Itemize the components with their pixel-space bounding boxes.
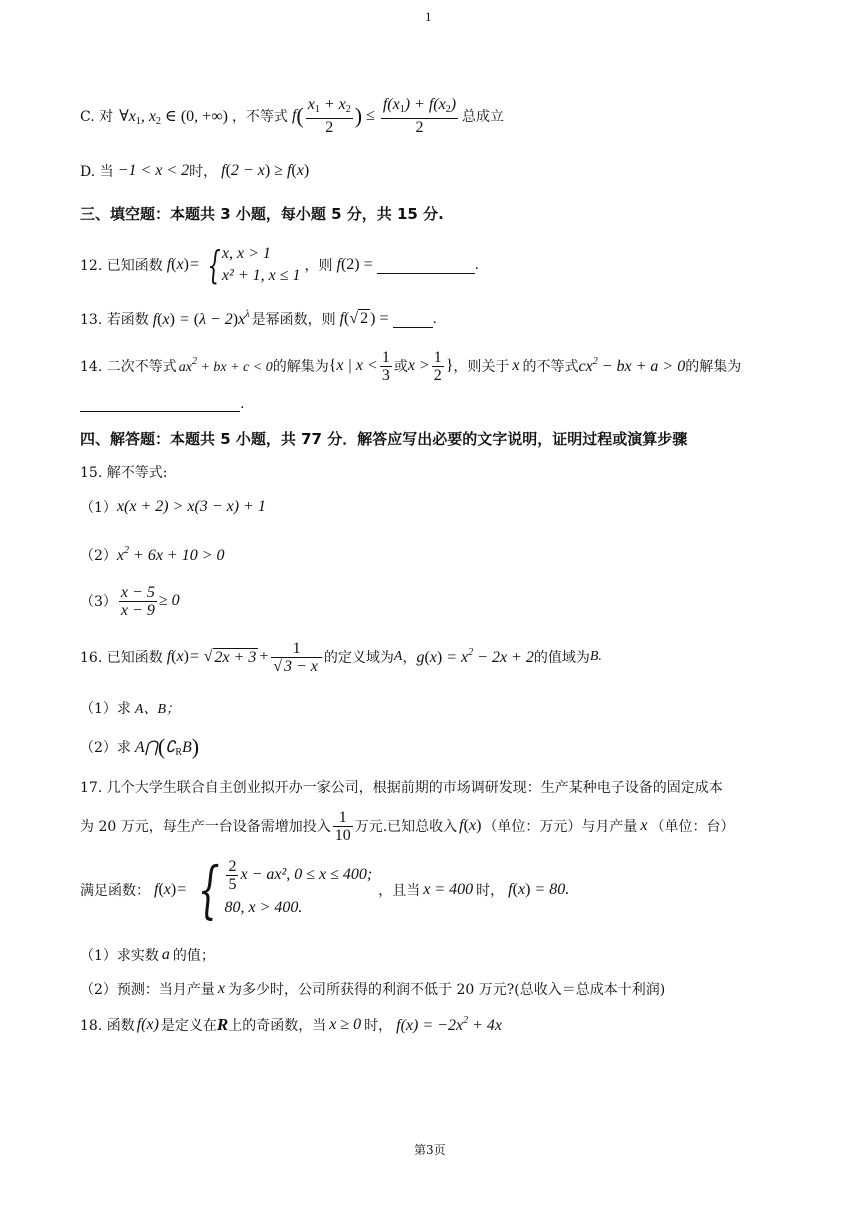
q17-line-2c: （单位：万元）与月产量 [483,819,638,835]
q14-tail: 的解集为 [685,359,742,375]
q13-expr: f(√ 2 ) = [339,310,389,327]
option-d-inequality: f(2 − x) ≥ f(x) [221,162,310,179]
q17-var-x: x [217,980,226,997]
q14-inequality: $ax^2$ + bx + c < 0 [178,356,273,375]
q17-function: f ( x ) = { $\frac{2}{5}$ x − ax², 0 ≤ x ≤ 400; 80, x > 400. [154,853,373,926]
q15-label: 15. 解不等式: [80,465,168,481]
q16-part-1-sets: A、B； [134,702,181,717]
q17-fraction: $\frac{1}{10}$ [334,808,351,844]
question-16 [80,634,602,680]
q16-set-a: A [393,649,403,664]
q13-answer-blank[interactable] [393,311,433,328]
q17-x: x [640,817,648,834]
q17-var-a: a [161,946,170,963]
q14-answer-blank[interactable] [80,395,240,412]
q17-part-2 [80,979,665,999]
q17-line-3a: 满足函数： [80,883,150,899]
option-c-quantifier: $\forall x_1$, $x_2$ ∈ (0, +∞) [119,107,228,127]
q18-condition: x ≥ 0 [329,1016,362,1033]
q13-function: $f(x) = (\lambda - 2)x^\lambda$ [152,309,250,328]
section-4-heading: 四、解答题：本题共 5 小题，共 77 分．解答应写出必要的文字说明，证明过程或演算步骤 [80,430,688,448]
question-12 [80,242,479,288]
q17-line-3c: 时， [476,883,505,899]
q14-or: 或 [393,359,408,375]
q16-comma: ， [402,650,417,666]
q18-label: 18. 函数 [80,1018,135,1034]
page-footer: 第3页 [414,1143,446,1157]
q15-part-1-math: x(x + 2) > x(3 − x) + 1 [116,498,266,515]
q16-part-2 [80,734,199,760]
q12-function: f ( x ) = { x, x > 1 x² + 1, x ≤ 1 [166,243,301,287]
q15-part-3-math: $\frac{x - 5}{x - 9}$ ≥ 0 [120,583,180,619]
q14-var: x [512,357,520,374]
q16-mid: 的定义域为 [323,650,394,666]
q14-mid2: ，则关于 [453,359,510,375]
q17-part-1a: （1）求实数 [80,948,159,964]
option-d-condition: −1 < x < 2 [117,162,190,179]
q14-solution-set: { x | x < $\frac{1}{3}$ [328,348,390,384]
question-14 [80,345,741,387]
q16-set-b: B. [589,649,602,664]
q18-mid2: 上的奇函数，当 [228,1018,327,1034]
option-c-inequality: f ( $\frac{x_1 + x_2}{2}$ ) ≤ $\frac{f(x_1) + f(x_2)}{2}$ [291,96,457,136]
q13-label: 13. 若函数 [80,312,149,328]
q16-function-g: $g(x) = x^2 - 2x + 2$ [416,647,534,666]
q17-line-2 [80,805,735,847]
page-number-top: 1 [425,9,432,24]
option-c-mid: ，不等式 [231,109,288,125]
q17-part-2a: （2）预测：当月产量 [80,982,215,998]
q17-part-1 [80,945,215,965]
q18-fx: f(x) [136,1016,159,1033]
option-c-label: C. 对 [80,109,114,125]
q16-label: 16. 已知函数 [80,650,163,666]
q13-period: . [432,311,437,327]
option-c [80,92,504,140]
q17-fx: f(x) [459,817,482,834]
q18-set-r: R [216,1015,229,1034]
q12-label: 12. 已知函数 [80,258,163,274]
q14-target-inequality: $cx^2$ − bx + a > 0 [578,356,686,375]
q16-function-f: f ( x ) = √ 2x + 3 + $\frac{1}{√ 3 - x}$ [167,640,324,675]
q15-part-1-label: （1） [80,500,117,516]
q18-mid3: 时， [364,1018,393,1034]
q17-part-2b: 为多少时，公司所获得的利润不低于 20 万元?(总收入＝总成本十利润) [228,982,666,998]
q17-line-2d: （单位：台） [650,819,735,835]
q14-answer-line [80,392,244,412]
q17-line-3 [80,855,569,925]
q16-mid2: 的值域为 [533,650,590,666]
q12-answer-blank[interactable] [377,257,475,274]
option-d [80,159,309,183]
q17-part-1b: 的值； [172,948,215,964]
q15-part-2-label: （2） [80,548,117,564]
q14-mid: 的解集为 [272,359,329,375]
q16-part-1-label: （1）求 [80,701,131,717]
q17-line-3b: ，且当 [378,883,421,899]
section-3-heading: 三、填空题：本题共 3 小题，每小题 5 分，共 15 分. [80,205,444,223]
option-d-label: D. 当 [80,164,114,180]
q14-period: . [240,396,245,412]
q13-mid: 是幂函数，则 [251,312,336,328]
q18-mid: 是定义在 [160,1018,217,1034]
q16-part-2-label: （2）求 [80,740,131,756]
q17-condition: x = 400 [423,881,474,898]
option-d-mid: 时， [189,164,218,180]
q16-part-2-math: $A⋂(∁_RB)$ [134,734,200,759]
q14-mid3: 的不等式 [522,359,579,375]
q12-expr: f(2) = [336,256,373,273]
q14-label: 14. 二次不等式 [80,359,177,375]
q12-mid: ，则 [304,258,333,274]
q15-part-3-label: （3） [80,594,117,610]
q18-definition: $f(x) = -2x^2 + 4x$ [396,1015,502,1034]
q17-line-1: 17. 几个大学生联合自主创业拟开办一家公司，根据前期的市场调研发现：生产某种电子设备的固定成本 [80,780,723,796]
question-13 [80,305,437,333]
q14-solution-set-2: x > $\frac{1}{2}$ } [407,348,454,384]
q17-line-2a: 为 20 万元，每生产一台设备需增加投入 [80,819,331,835]
q17-line-2b: 万元.已知总收入 [354,819,458,835]
q15-part-2-math: $x^2 + 6x + 10 > 0$ [116,545,225,564]
q12-period: . [474,257,480,273]
q17-value: f(x) = 80. [508,881,570,898]
question-18 [80,1015,502,1035]
q15-part-1 [80,497,266,517]
q15-part-2 [80,545,225,565]
option-c-suffix: 总成立 [462,109,505,125]
q15-part-3 [80,580,180,622]
q16-part-1 [80,698,180,718]
